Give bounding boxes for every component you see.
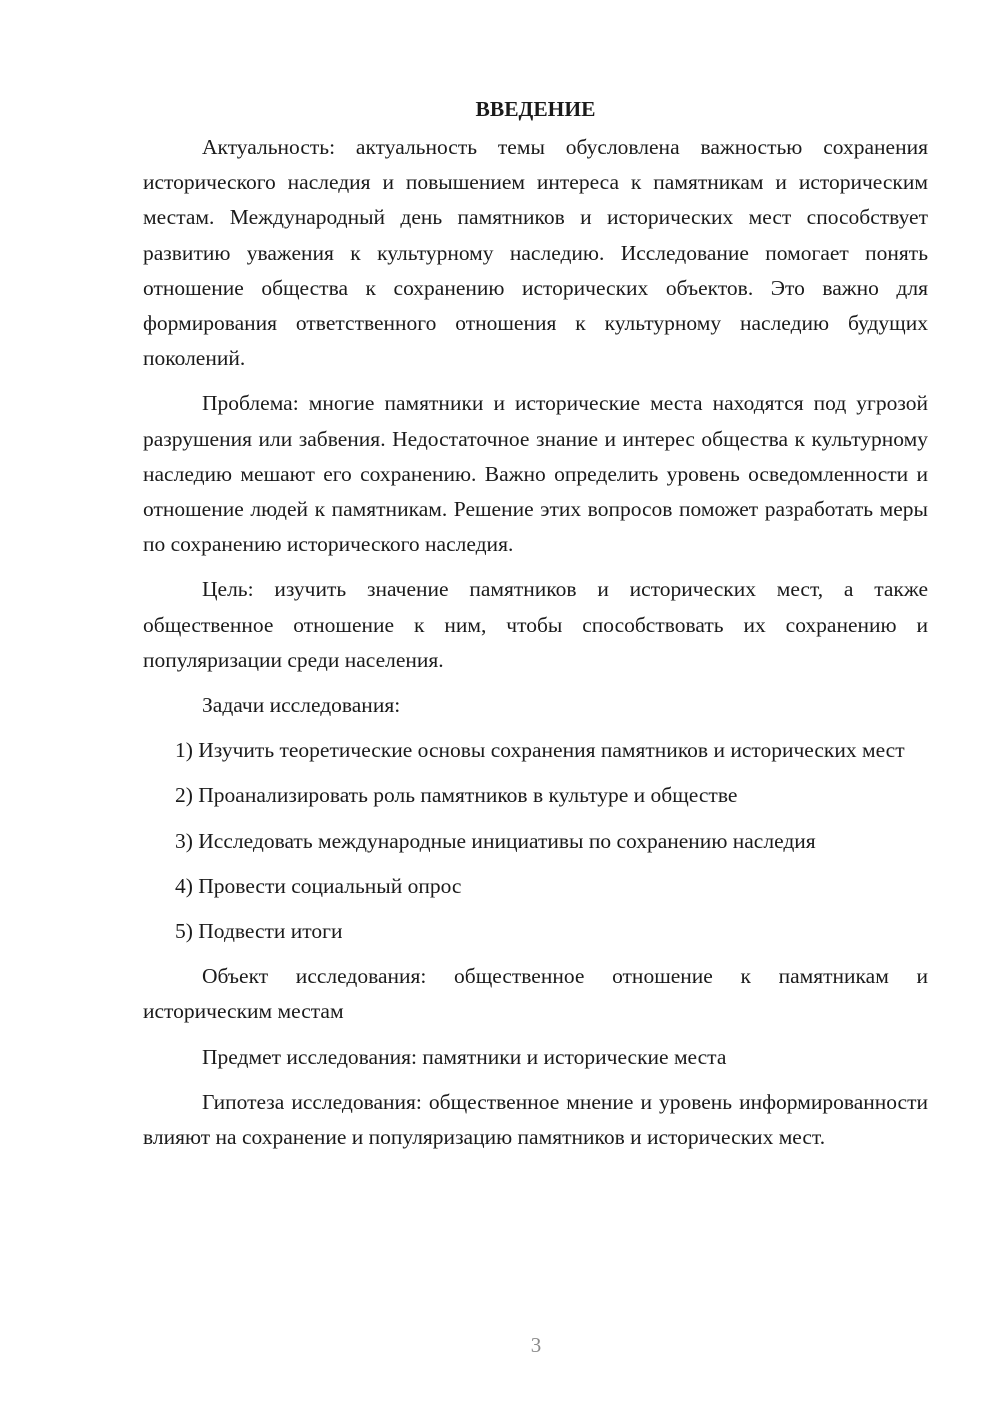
task-item-2: 2) Проанализировать роль памятников в культуре и обществе (175, 783, 738, 808)
paragraph-relevance: Актуальность: актуальность темы обусловлена важностью сохранения исторического наследия и повышением интереса к памятникам и историческим местам. Международный день памятников и исторических мест способствует развитию уважения к культурному наследию. Исследование помогает понять отношение общества к сохранению исторических объектов. Это важно для формирования ответственного отношения к культурному наследию будущих поколений. (143, 135, 928, 371)
paragraph-hypothesis: Гипотеза исследования: общественное мнение и уровень информированности влияют на сохранение и популяризацию памятников и исторических мест. (143, 1089, 928, 1150)
paragraph-goal: Цель: изучить значение памятников и исторических мест, а также общественное отношение к ним, чтобы способствовать их сохранению и популяризации среди населения. (143, 577, 928, 672)
task-item-3: 3) Исследовать международные инициативы по сохранению наследия (175, 828, 816, 853)
paragraph-problem: Проблема: многие памятники и исторические места находятся под угрозой разрушения или забвения. Недостаточное знание и интерес общества к культурному наследию мешают его сохранению. Важно определить уровень осведомленности и отношение людей к памятникам. Решение этих вопросов поможет разработать меры по сохранению исторического наследия. (143, 391, 928, 557)
task-item-5: 5) Подвести итоги (175, 919, 343, 944)
page-number: 3 (530, 1333, 542, 1357)
paragraph-subject: Предмет исследования: памятники и исторические места (202, 1044, 727, 1069)
task-item-1: 1) Изучить теоретические основы сохранения памятников и исторических мест (175, 738, 905, 763)
paragraph-tasks-heading: Задачи исследования: (202, 693, 401, 718)
document-title: ВВЕДЕНИЕ (475, 97, 596, 121)
paragraph-object: Объект исследования: общественное отношение к памятникам и историческим местам (143, 964, 928, 1024)
task-item-4: 4) Провести социальный опрос (175, 873, 462, 898)
document-page (143, 92, 928, 1165)
